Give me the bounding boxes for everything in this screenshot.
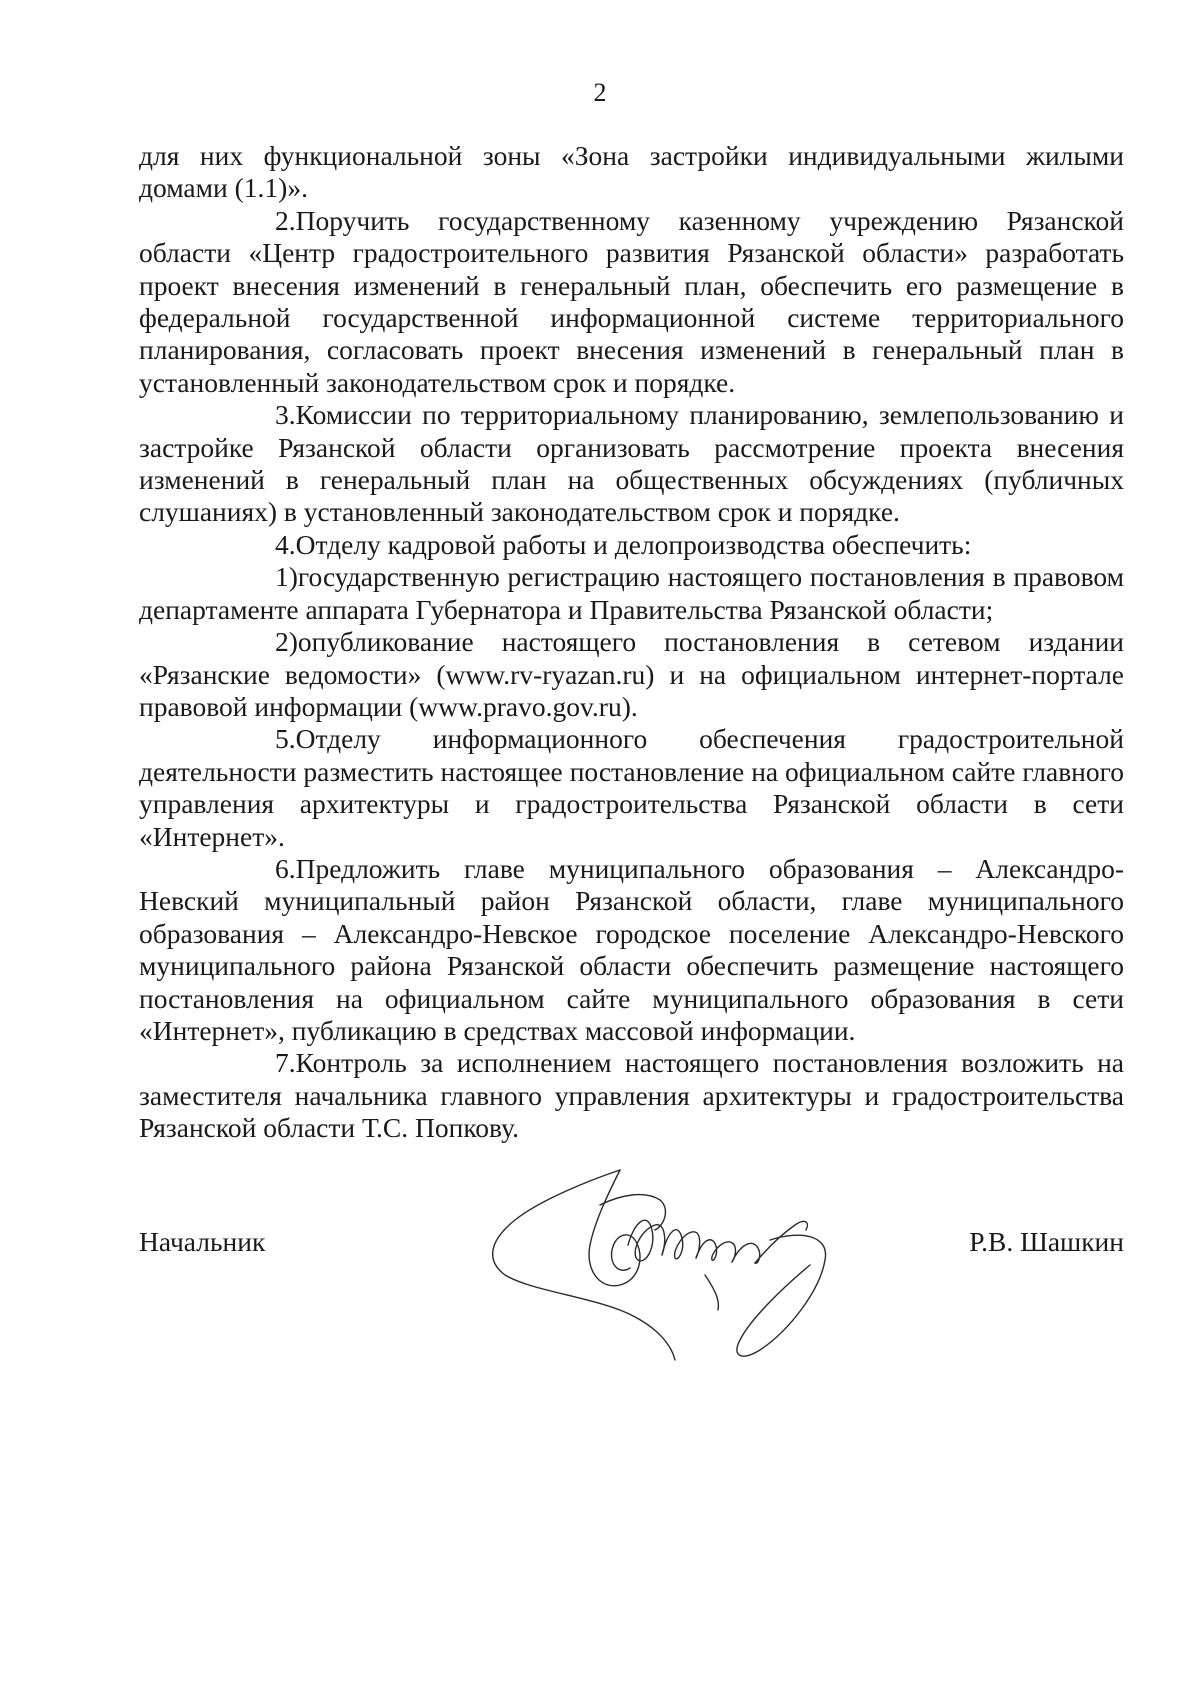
paragraph-number: 5. [275, 723, 296, 755]
paragraph-number: 6. [275, 852, 296, 884]
signatory-title: Начальник [139, 1226, 266, 1257]
paragraph-text: Отделу информационного обеспечения градостроительной деятельности разместить настоящее постановление на официальном сайте главного управления архитектуры и градостроительства Рязанской области в сети «Интернет». [139, 723, 1124, 852]
paragraph-number: 2. [275, 204, 296, 236]
subparagraph-2 [139, 626, 1124, 723]
paragraph-number: 4. [275, 528, 296, 560]
subparagraph-1 [139, 561, 1124, 626]
paragraph-number: 3. [275, 399, 296, 431]
subparagraph-number: 2) [275, 626, 298, 658]
paragraph-text: государственную регистрацию настоящего постановления в правовом департаменте аппарата Губернатора и Правительства Рязанской области; [139, 561, 1124, 625]
page-number: 2 [593, 78, 607, 107]
paragraph-3 [139, 399, 1124, 529]
paragraph-text: Контроль за исполнением настоящего постановления возложить на заместителя начальника главного управления архитектуры и градостроительства Рязанской области Т.С. Попкову. [139, 1047, 1124, 1144]
paragraph-text: для них функциональной зоны «Зона застройки индивидуальными жилыми домами (1.1)». [139, 140, 1124, 204]
paragraph-text: Комиссии по территориальному планированию, землепользованию и застройке Рязанской области организовать рассмотрение проекта внесения изменений в генеральный план на общественных обсуждениях (публичных слушаниях) в установленный законодательством срок и порядке. [139, 399, 1124, 528]
paragraph-7 [139, 1047, 1124, 1144]
paragraph-2 [139, 205, 1124, 399]
paragraph-number: 7. [275, 1047, 296, 1079]
paragraph-text: Отделу кадровой работы и делопроизводства обеспечить: [295, 528, 972, 560]
paragraph-5 [139, 723, 1124, 853]
paragraph-6 [139, 853, 1124, 1047]
signature-block [139, 1226, 1124, 1266]
paragraph-continuation [139, 140, 1124, 205]
signatory-name: Р.В. Шашкин [969, 1226, 1124, 1257]
subparagraph-number: 1) [275, 561, 298, 593]
paragraph-text: опубликование настоящего постановления в сетевом издании «Рязанские ведомости» (www.rv-ryazan.ru) и на официальном интернет-портале правовой информации (www.pravo.gov.ru). [139, 626, 1124, 722]
paragraph-4 [139, 529, 1124, 561]
document-body [139, 140, 1124, 1145]
paragraph-text: Предложить главе муниципального образования – Александро-Невский муниципальный район Рязанской области, главе муниципального образования – Александро-Невское городское поселение Александро-Невского муниципального района Рязанской области обеспечить размещение настоящего постановления на официальном сайте муниципального образования в сети «Интернет», публикацию в средствах массовой информации. [139, 852, 1124, 1046]
paragraph-text: Поручить государственному казенному учреждению Рязанской области «Центр градостроительного развития Рязанской области» разработать проект внесения изменений в генеральный план, обеспечить его размещение в федеральной государственной информационной системе территориального планирования, согласовать проект внесения изменений в генеральный план в установленный законодательством срок и порядке. [139, 204, 1124, 398]
